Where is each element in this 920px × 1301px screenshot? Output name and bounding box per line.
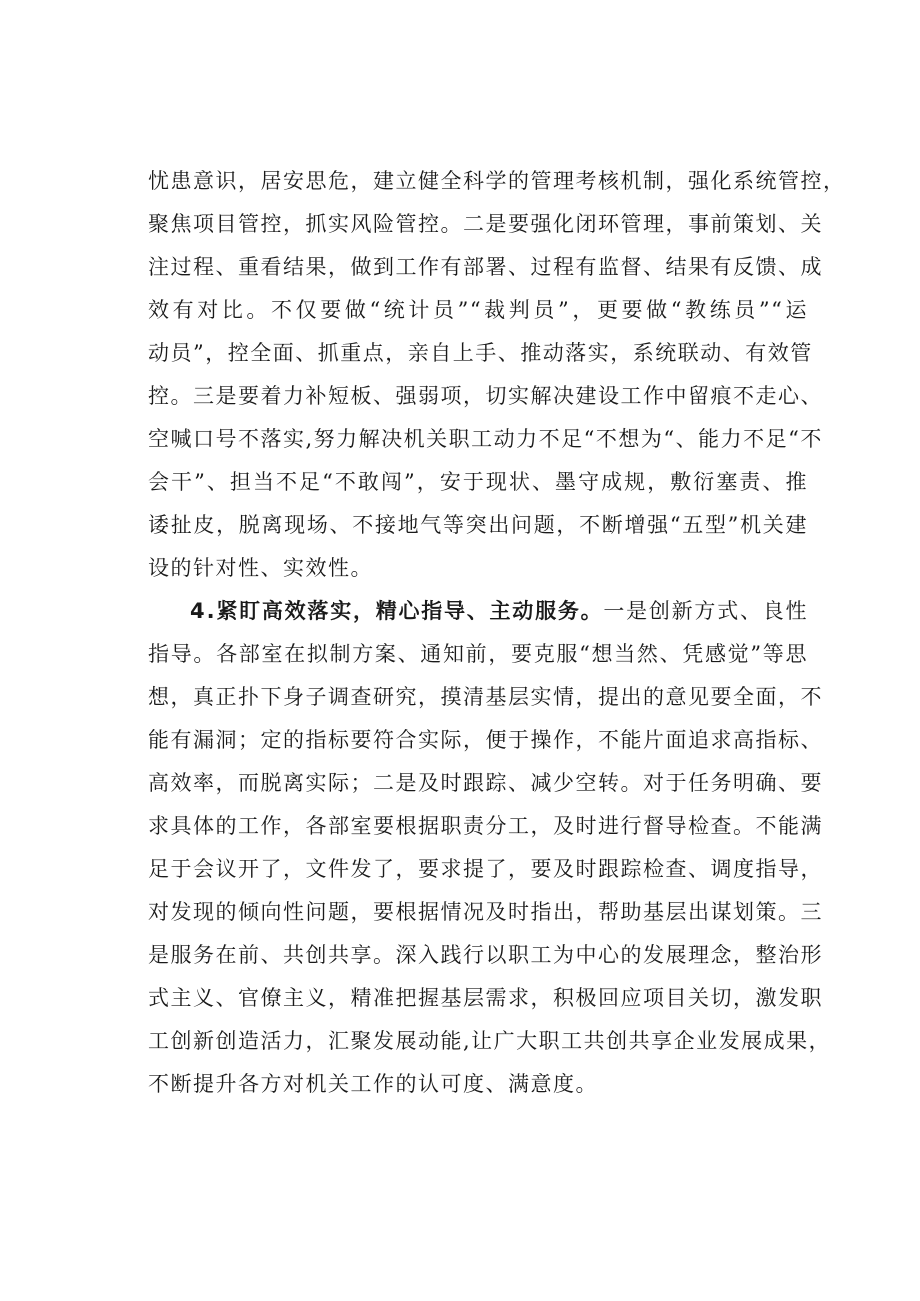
text-line: 足于会议开了，文件发了，要求提了，要及时跟踪检查、调度指导， [148, 857, 823, 881]
section-heading: .紧盯高效落实，精心指导、主动服务。 [206, 599, 604, 623]
text-line: 高效率，而脱离实际；二是及时跟踪、减少空转。对于任务明确、要 [148, 771, 823, 795]
text-line: 效有对比。不仅要做“统计员”“裁判员”，更要做“教练员”“运 [148, 298, 808, 322]
text-line: 聚焦项目管控，抓实风险管控。二是要强化闭环管理，事前策划、关 [148, 212, 823, 236]
paragraph-heading-line [190, 598, 808, 624]
text-span: 一是创新方式、良性 [603, 599, 808, 623]
text-line: 注过程、重看结果，做到工作有部署、过程有监督、结果有反馈、成 [148, 255, 823, 279]
text-line: 能有漏洞；定的指标要符合实际，便于操作，不能片面追求高指标、 [148, 728, 823, 752]
text-line: 空喊口号不落实,努力解决机关职工动力不足“不想为“、能力不足“不 [148, 427, 823, 451]
text-line: 设的针对性、实效性。 [148, 556, 373, 580]
section-number: 4 [190, 599, 207, 623]
text-line: 工创新创造活力，汇聚发展动能,让广大职工共创共享企业发展成果， [148, 1029, 832, 1053]
text-line: 求具体的工作，各部室要根据职责分工，及时进行督导检查。不能满 [148, 814, 823, 838]
text-line: 指导。各部室在拟制方案、通知前，要克服“想当然、凭感觉”等思 [148, 642, 808, 666]
text-line: 诿扯皮，脱离现场、不接地气等突出问题，不断增强“五型”机关建 [148, 513, 808, 537]
text-line: 会干”、担当不足“不敢闯”，安于现状、墨守成规，敷衍塞责、推 [148, 470, 808, 494]
text-line: 是服务在前、共创共享。深入践行以职工为中心的发展理念，整治形 [148, 943, 823, 967]
text-line: 动员”，控全面、抓重点，亲自上手、推动落实，系统联动、有效管 [148, 341, 813, 365]
text-line: 忧患意识，居安思危，建立健全科学的管理考核机制，强化系统管控， [148, 169, 846, 193]
text-line: 对发现的倾向性问题，要根据情况及时指出，帮助基层出谋划策。三 [148, 900, 823, 924]
text-line: 想，真正扑下身子调查研究，摸清基层实情，提出的意见要全面，不 [148, 685, 823, 709]
text-line: 式主义、官僚主义，精准把握基层需求，积极回应项目关切，激发职 [148, 986, 823, 1010]
text-line: 不断提升各方对机关工作的认可度、满意度。 [148, 1072, 598, 1096]
text-line: 控。三是要着力补短板、强弱项，切实解决建设工作中留痕不走心、 [148, 384, 823, 408]
